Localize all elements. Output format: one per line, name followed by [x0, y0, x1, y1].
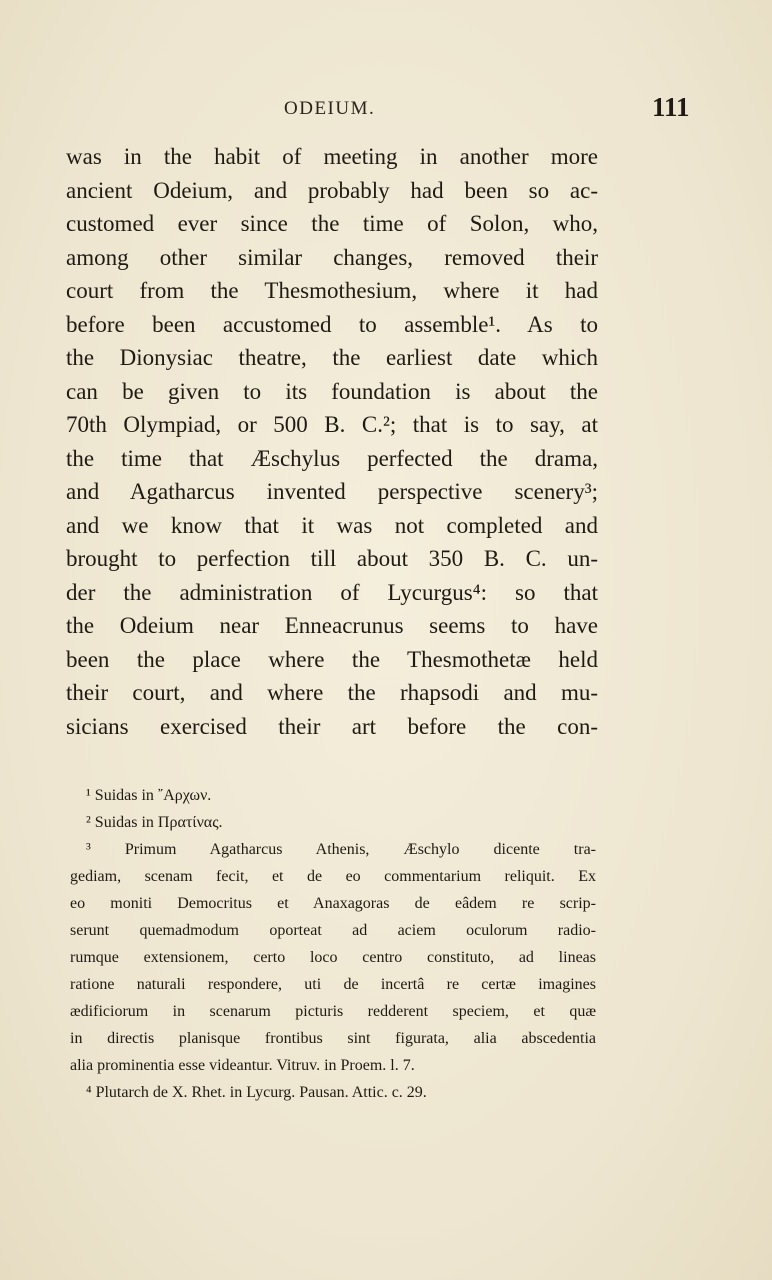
text-line: customed ever since the time of Solon, who,: [66, 211, 598, 236]
text-line: was in the habit of meeting in another more: [66, 144, 598, 169]
text-line: been the place where the Thesmothetæ held: [66, 646, 598, 672]
text-line: the Dionysiac theatre, the earliest date which: [66, 345, 598, 370]
text-line: brought to perfection till about 350 B. C. un-: [66, 546, 598, 571]
footnote-line: gediam, scenam fecit, et de eo commentarium reliquit. Ex: [70, 868, 596, 885]
text-line: the time that Æschylus perfected the drama,: [66, 445, 598, 471]
text-line: and Agatharcus invented perspective scenery³;: [66, 479, 598, 504]
footnote-line: alia prominentia esse videantur. Vitruv. in Proem. l. 7.: [70, 1057, 415, 1074]
footnotes: [70, 782, 596, 1106]
footnote-line: in directis planisque frontibus sint figurata, alia abscedentia: [70, 1030, 596, 1047]
footnote-line: ⁴ Plutarch de X. Rhet. in Lycurg. Pausan. Attic. c. 29.: [86, 1084, 427, 1101]
text-line: before been accustomed to assemble¹. As to: [66, 311, 598, 337]
footnote-line: ratione naturali respondere, uti de incertâ re certæ imagines: [70, 976, 596, 993]
footnote-line: serunt quemadmodum oporteat ad aciem oculorum radio-: [70, 922, 596, 939]
text-line: among other similar changes, removed their: [66, 244, 598, 270]
footnote-line: eo moniti Democritus et Anaxagoras de eâdem re scrip-: [70, 895, 596, 912]
text-line: der the administration of Lycurgus⁴: so that: [66, 579, 598, 605]
text-line: the Odeium near Enneacrunus seems to have: [66, 613, 598, 638]
main-text: [66, 140, 598, 743]
text-line: their court, and where the rhapsodi and mu-: [66, 680, 598, 705]
running-title: ODEIUM.: [284, 98, 376, 119]
text-line: 70th Olympiad, or 500 B. C.²; that is to say, at: [66, 412, 598, 437]
footnote-line: ³ Primum Agatharcus Athenis, Æschylo dicente tra-: [86, 841, 596, 858]
footnote-line: ² Suidas in Πρατίνας.: [86, 814, 223, 831]
text-line: ancient Odeium, and probably had been so ac-: [66, 177, 598, 203]
text-line: can be given to its foundation is about the: [66, 378, 598, 404]
running-head: [0, 92, 772, 128]
text-line: and we know that it was not completed and: [66, 512, 598, 538]
footnote-line: ædificiorum in scenarum picturis redderent speciem, et quæ: [70, 1003, 596, 1020]
text-line: court from the Thesmothesium, where it had: [66, 278, 598, 303]
page-number: 111: [652, 92, 690, 122]
footnote-line: ¹ Suidas in ῎Αρχων.: [86, 787, 212, 804]
footnote-line: rumque extensionem, certo loco centro constituto, ad lineas: [70, 949, 596, 966]
text-line: sicians exercised their art before the con-: [66, 713, 598, 739]
